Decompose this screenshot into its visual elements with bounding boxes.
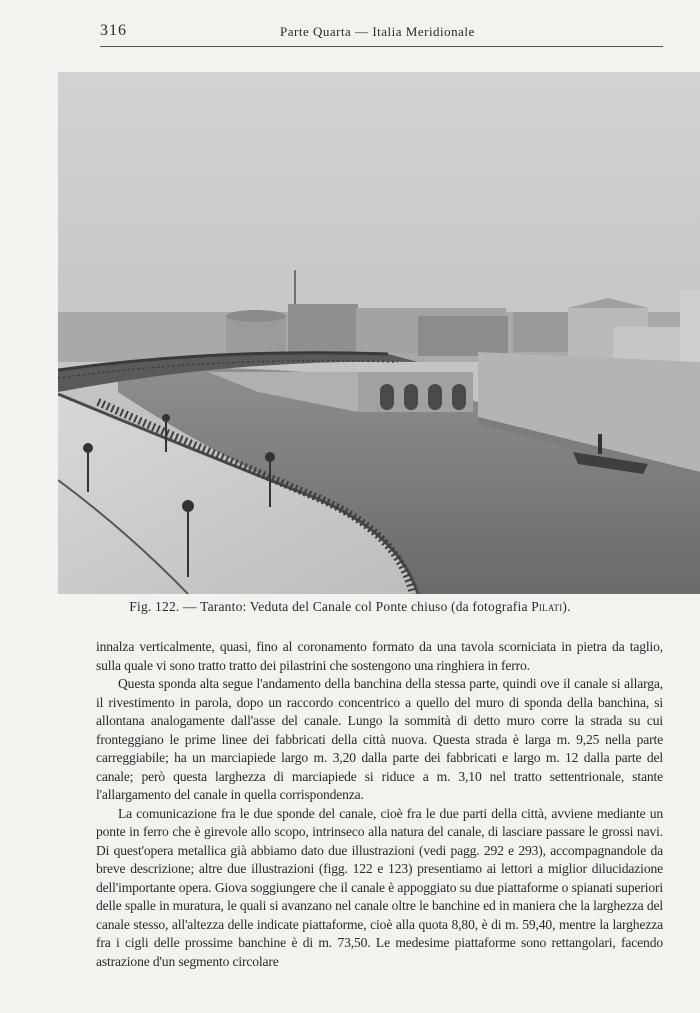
caption-end: ). <box>562 599 571 614</box>
canal-bridge-photograph <box>58 72 700 594</box>
body-text <box>96 638 663 971</box>
caption-text: Fig. 122. — Taranto: Veduta del Canale col Ponte chiuso (da fotografia <box>129 599 532 614</box>
figure-caption <box>0 599 700 615</box>
paragraph: innalza verticalmente, quasi, fino al coronamento formato da una tavola scorniciata in pietra da taglio, sulla quale vi sono tratto tratto dei pilastrini che sostengono una ringhiera in ferro. <box>96 639 663 673</box>
running-title: Parte Quarta — Italia Meridionale <box>280 24 475 39</box>
header-rule <box>100 46 663 47</box>
page-number: 316 <box>100 22 127 39</box>
caption-photographer: Pilati <box>531 599 563 614</box>
page-header <box>100 22 663 42</box>
paragraph: Questa sponda alta segue l'andamento della banchina della stessa parte, quindi ove il canale si allarga, il rivestimento in parola, dopo un raccordo concentrico a quello del muro di sponda della banchina, si allontana analogamente dall'asse del canale. Lungo la sommità di detto muro corre la strada su cui fronteggiano le prime linee dei fabbricati della città nuova. Questa strada è larga m. 9,25 nella parte carreggiabile; ha un marciapiede largo m. 3,20 dalla parte dei fabbricati e largo m. 12 dalla parte del canale; però questa larghezza di marciapiede si riduce a m. 3,10 nel tratto settentrionale, stante l'allargamento del canale in quella corrispondenza. <box>96 676 663 802</box>
paragraph: La comunicazione fra le due sponde del canale, cioè fra le due parti della città, avviene mediante un ponte in ferro che è girevole allo scopo, intrinseco alla natura del canale, di lasciare passare le grossi navi. Di quest'opera metallica già abbiamo dato due illustrazioni (vedi pagg. 292 e 293), accompagnandole da breve descrizione; altre due illustrazioni (figg. 122 e 123) presentiamo ai lettori a miglior dilucidazione dell'importante opera. Giova soggiungere che il canale è appoggiato su due piattaforme o spianati superiori delle spalle in muratura, le quali si avanzano nel canale oltre le banchine ed in maniera che la larghezza del canale stesso, all'altezza delle indicate piattaforme, cioè alla quota 8,80, è di m. 59,40, mentre la larghezza fra i cigli delle prossime banchine è di m. 73,50. Le medesime piattaforme sono rettangolari, facendo astrazione d'un segmento circolare <box>96 805 663 969</box>
